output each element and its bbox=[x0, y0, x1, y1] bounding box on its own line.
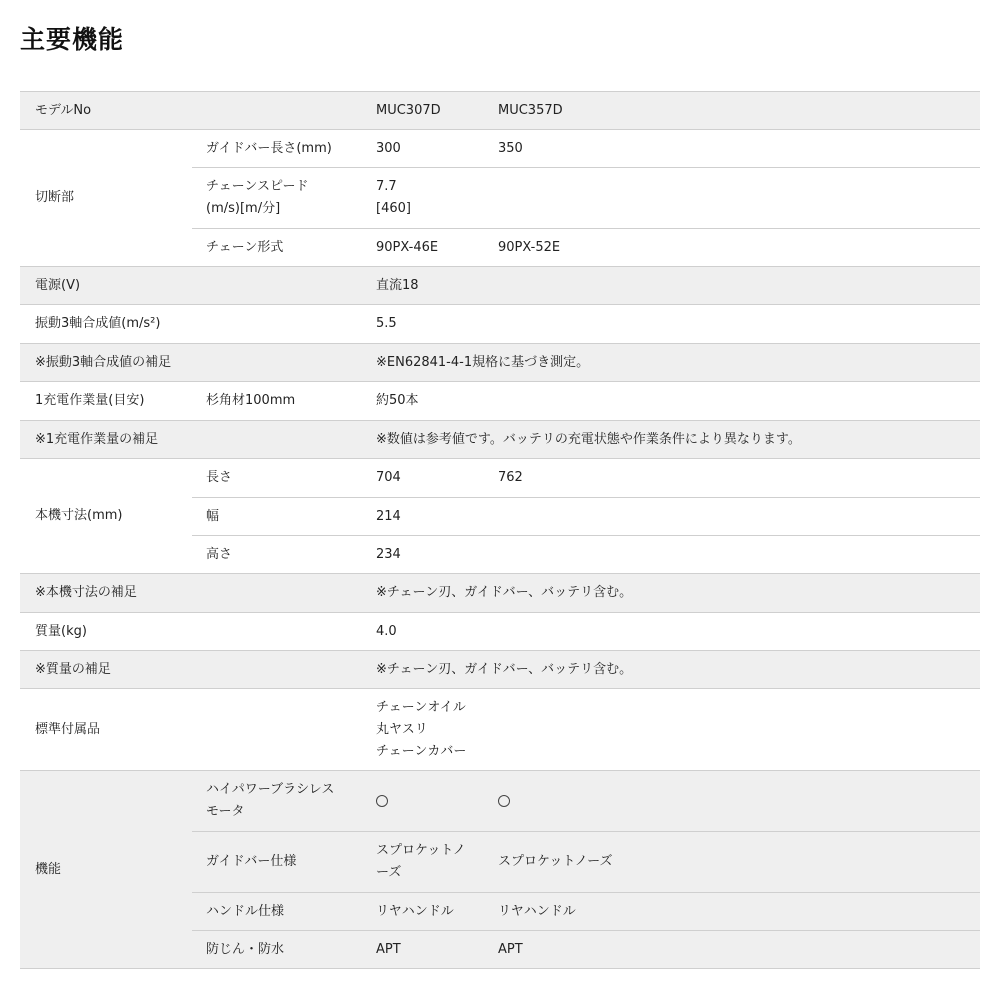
table-row-work-amount bbox=[20, 382, 980, 421]
row-label-work-amount: 1充電作業量(目安) bbox=[20, 382, 192, 421]
bar-spec-value-line2: ーズ bbox=[376, 865, 402, 880]
cell-vibration-note: ※EN62841-4-1規格に基づき測定。 bbox=[362, 344, 980, 382]
cell-model-2: MUC357D bbox=[484, 92, 980, 130]
cell-bar-length-2: 350 bbox=[484, 130, 980, 168]
spec-table bbox=[20, 91, 980, 969]
row-label-power: 電源(V) bbox=[20, 267, 362, 305]
table-row-length bbox=[20, 459, 980, 498]
cell-handle-1: リヤハンドル bbox=[362, 893, 484, 931]
circle-mark-icon bbox=[498, 795, 510, 807]
chain-speed-value-line2: [460] bbox=[376, 201, 411, 216]
accessory-item: チェーンカバー bbox=[376, 743, 467, 759]
cell-power: 直流18 bbox=[362, 267, 980, 305]
cell-work-amount: 約50本 bbox=[362, 382, 980, 421]
table-row-bar-length bbox=[20, 130, 980, 168]
row-label-vibration-note: ※振動3軸合成値の補足 bbox=[20, 344, 362, 382]
cell-motor-2 bbox=[484, 771, 980, 832]
cell-handle-2: リヤハンドル bbox=[484, 893, 980, 931]
sub-label-work-amount: 杉角材100mm bbox=[192, 382, 362, 421]
accessory-item: チェーンオイル bbox=[376, 699, 466, 715]
table-row-accessories bbox=[20, 689, 980, 771]
cell-waterproof-1: APT bbox=[362, 931, 484, 969]
cell-mass-note: ※チェーン刃、ガイドバー、バッテリ含む。 bbox=[362, 651, 980, 689]
chain-speed-value-line1: 7.7 bbox=[376, 179, 397, 194]
table-row-work-note bbox=[20, 421, 980, 459]
accessory-item: 丸ヤスリ bbox=[376, 721, 428, 737]
motor-label-line2: モータ bbox=[206, 804, 245, 819]
cell-work-note: ※数値は参考値です。バッテリの充電状態や作業条件により異なります。 bbox=[362, 421, 980, 459]
sub-label-height: 高さ bbox=[192, 536, 362, 574]
cell-height: 234 bbox=[362, 536, 980, 574]
cell-accessories bbox=[362, 689, 980, 771]
table-row-motor bbox=[20, 771, 980, 832]
row-label-mass: 質量(kg) bbox=[20, 613, 362, 651]
cell-motor-1 bbox=[362, 771, 484, 832]
row-label-dimensions-note: ※本機寸法の補足 bbox=[20, 574, 362, 613]
cell-bar-spec-1 bbox=[362, 832, 484, 893]
row-label-model: モデルNo bbox=[20, 92, 362, 130]
sub-label-width: 幅 bbox=[192, 498, 362, 536]
table-row-model bbox=[20, 92, 980, 130]
table-row-mass bbox=[20, 613, 980, 651]
sub-label-bar-length: ガイドバー長さ(mm) bbox=[192, 130, 362, 168]
cell-model-1: MUC307D bbox=[362, 92, 484, 130]
cell-chain-speed-2 bbox=[484, 168, 980, 229]
sub-label-chain-type: チェーン形式 bbox=[192, 229, 362, 267]
table-row-power bbox=[20, 267, 980, 305]
row-label-cutting: 切断部 bbox=[20, 130, 192, 267]
cell-chain-type-2: 90PX-52E bbox=[484, 229, 980, 267]
table-row-vibration-note bbox=[20, 344, 980, 382]
sub-label-chain-speed bbox=[192, 168, 362, 229]
row-label-vibration: 振動3軸合成値(m/s²) bbox=[20, 305, 362, 344]
sub-label-handle: ハンドル仕様 bbox=[192, 893, 362, 931]
cell-mass: 4.0 bbox=[362, 613, 980, 651]
circle-mark-icon bbox=[376, 795, 388, 807]
chain-speed-label-line2: (m/s)[m/分] bbox=[206, 201, 281, 216]
cell-bar-spec-2: スプロケットノーズ bbox=[484, 832, 980, 893]
sub-label-motor bbox=[192, 771, 362, 832]
cell-length-2: 762 bbox=[484, 459, 980, 498]
cell-chain-speed-1 bbox=[362, 168, 484, 229]
cell-waterproof-2: APT bbox=[484, 931, 980, 969]
sub-label-waterproof: 防じん・防水 bbox=[192, 931, 362, 969]
row-label-accessories: 標準付属品 bbox=[20, 689, 362, 771]
table-row-mass-note bbox=[20, 651, 980, 689]
sub-label-bar-spec: ガイドバー仕様 bbox=[192, 832, 362, 893]
cell-length-1: 704 bbox=[362, 459, 484, 498]
row-label-features: 機能 bbox=[20, 771, 192, 969]
table-row-vibration bbox=[20, 305, 980, 344]
chain-speed-label-line1: チェーンスピード bbox=[206, 179, 309, 194]
motor-label-line1: ハイパワーブラシレス bbox=[206, 782, 335, 797]
cell-bar-length-1: 300 bbox=[362, 130, 484, 168]
bar-spec-value-line1: スプロケットノ bbox=[376, 843, 466, 858]
cell-width: 214 bbox=[362, 498, 980, 536]
cell-chain-type-1: 90PX-46E bbox=[362, 229, 484, 267]
cell-dimensions-note: ※チェーン刃、ガイドバー、バッテリ含む。 bbox=[362, 574, 980, 613]
cell-vibration: 5.5 bbox=[362, 305, 980, 344]
row-label-dimensions: 本機寸法(mm) bbox=[20, 459, 192, 574]
row-label-mass-note: ※質量の補足 bbox=[20, 651, 362, 689]
row-label-work-note: ※1充電作業量の補足 bbox=[20, 421, 362, 459]
page-title: 主要機能 bbox=[20, 25, 125, 54]
table-row-dimensions-note bbox=[20, 574, 980, 613]
sub-label-length: 長さ bbox=[192, 459, 362, 498]
